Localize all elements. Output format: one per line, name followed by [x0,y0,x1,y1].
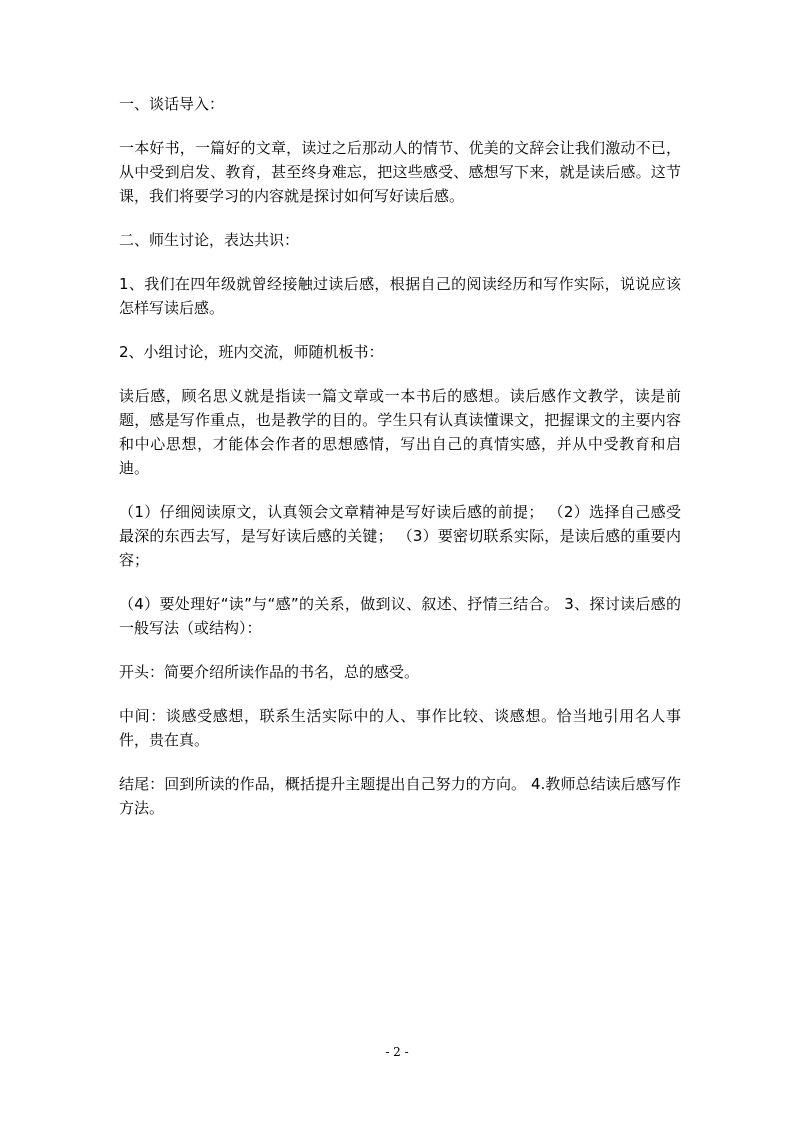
paragraph-intro-text: 一本好书，一篇好的文章，读过之后那动人的情节、优美的文辞会让我们激动不已，从中受到启发、教育，甚至终身难忘，把这些感受、感想写下来，就是读后感。这节课，我们将要学习的内容就是探讨如何写好读后感。 [119,139,681,205]
paragraph-opening: 开头：简要介绍所读作品的书名，总的感受。 [119,663,420,681]
section-heading-discussion: 二、师生讨论，表达共识： [119,231,300,249]
paragraph-ending: 结尾：回到所读的作品，概括提升主题提出自己努力的方向。 4.教师总结读后感写作方法。 [119,775,681,817]
paragraph-item-2: 2、小组讨论，班内交流，师随机板书： [119,343,384,361]
paragraph-point-4: （4）要处理好“读”与“感”的关系，做到议、叙述、抒情三结合。 3、探讨读后感的一般写法（或结构）： [119,595,681,637]
paragraph-middle: 中间：谈感受感想，联系生活实际中的人、事作比较、谈感想。恰当地引用名人事件，贵在真。 [119,707,681,749]
section-heading-intro: 一、谈话导入： [119,95,225,113]
paragraph-definition: 读后感，顾名思义就是指读一篇文章或一本书后的感想。读后感作文教学，读是前题，感是写作重点，也是教学的目的。学生只有认真读懂课文，把握课文的主要内容和中心思想，才能体会作者的思想感情，写出自己的真情实感，并从中受教育和启迪。 [119,387,681,477]
paragraph-item-1: 1、我们在四年级就曾经接触过读后感，根据自己的阅读经历和写作实际，说说应该怎样写读后感。 [119,275,681,317]
document-body [119,92,681,840]
paragraph-points-1-3: （1）仔细阅读原文，认真领会文章精神是写好读后感的前提； （2）选择自己感受最深的东西去写，是写好读后感的关键； （3）要密切联系实际，是读后感的重要内容； [119,503,681,569]
page-number: - 2 - [385,1045,409,1059]
